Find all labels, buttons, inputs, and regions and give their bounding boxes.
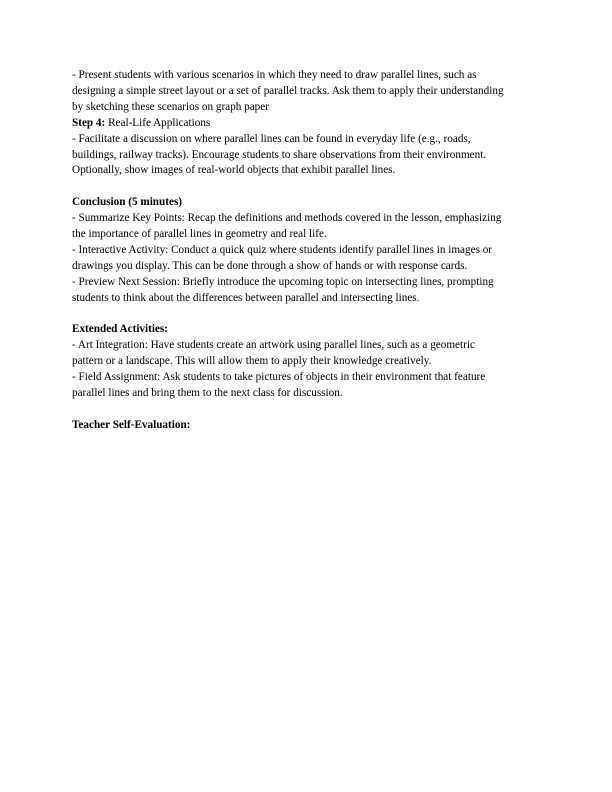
document-page [72, 68, 542, 434]
text-line: buildings, railway tracks). Encourage students to share observations from their environment. [72, 148, 487, 161]
teacher-self-evaluation-heading: Teacher Self-Evaluation: [72, 418, 191, 431]
text-line: - Field Assignment: Ask students to take pictures of objects in their environment that feature [72, 371, 486, 384]
text-line: - Interactive Activity: Conduct a quick quiz where students identify parallel lines in images or [72, 243, 493, 256]
step-4-section [72, 116, 542, 180]
text-line: by sketching these scenarios on graph paper [72, 100, 269, 113]
step-4-label: Step 4: [72, 116, 106, 129]
text-line: pattern or a landscape. This will allow them to apply their knowledge creatively. [72, 355, 432, 368]
step-4-heading [72, 116, 542, 132]
text-line: Optionally, show images of real-world objects that exhibit parallel lines. [72, 164, 396, 177]
step-4-title: Real-Life Applications [105, 116, 211, 129]
text-line: students to think about the differences between parallel and intersecting lines. [72, 291, 420, 304]
teacher-self-evaluation-section [72, 418, 542, 434]
conclusion-heading: Conclusion (5 minutes) [72, 196, 183, 209]
section-spacer [72, 402, 542, 418]
section-spacer [72, 179, 542, 195]
text-line: the importance of parallel lines in geometry and real life. [72, 228, 327, 241]
extended-activities-heading: Extended Activities: [72, 323, 169, 336]
text-line: - Present students with various scenarios in which they need to draw parallel lines, such as [72, 69, 477, 81]
text-line: designing a simple street layout or a set of parallel tracks. Ask them to apply their understanding [72, 84, 504, 97]
extended-activities-section [72, 322, 542, 402]
text-line: - Facilitate a discussion on where parallel lines can be found in everyday life (e.g., roads, [72, 132, 471, 145]
section-spacer [72, 307, 542, 323]
text-line: parallel lines and bring them to the next class for discussion. [72, 387, 343, 400]
text-line: - Preview Next Session: Briefly introduce the upcoming topic on intersecting lines, prompting [72, 275, 494, 288]
text-line: - Art Integration: Have students create an artwork using parallel lines, such as a geometric [72, 339, 475, 352]
text-line: drawings you display. This can be done through a show of hands or with response cards. [72, 259, 468, 272]
text-line: - Summarize Key Points: Recap the definitions and methods covered in the lesson, emphasizing [72, 212, 502, 225]
intro-paragraph [72, 68, 542, 116]
conclusion-section [72, 195, 542, 306]
